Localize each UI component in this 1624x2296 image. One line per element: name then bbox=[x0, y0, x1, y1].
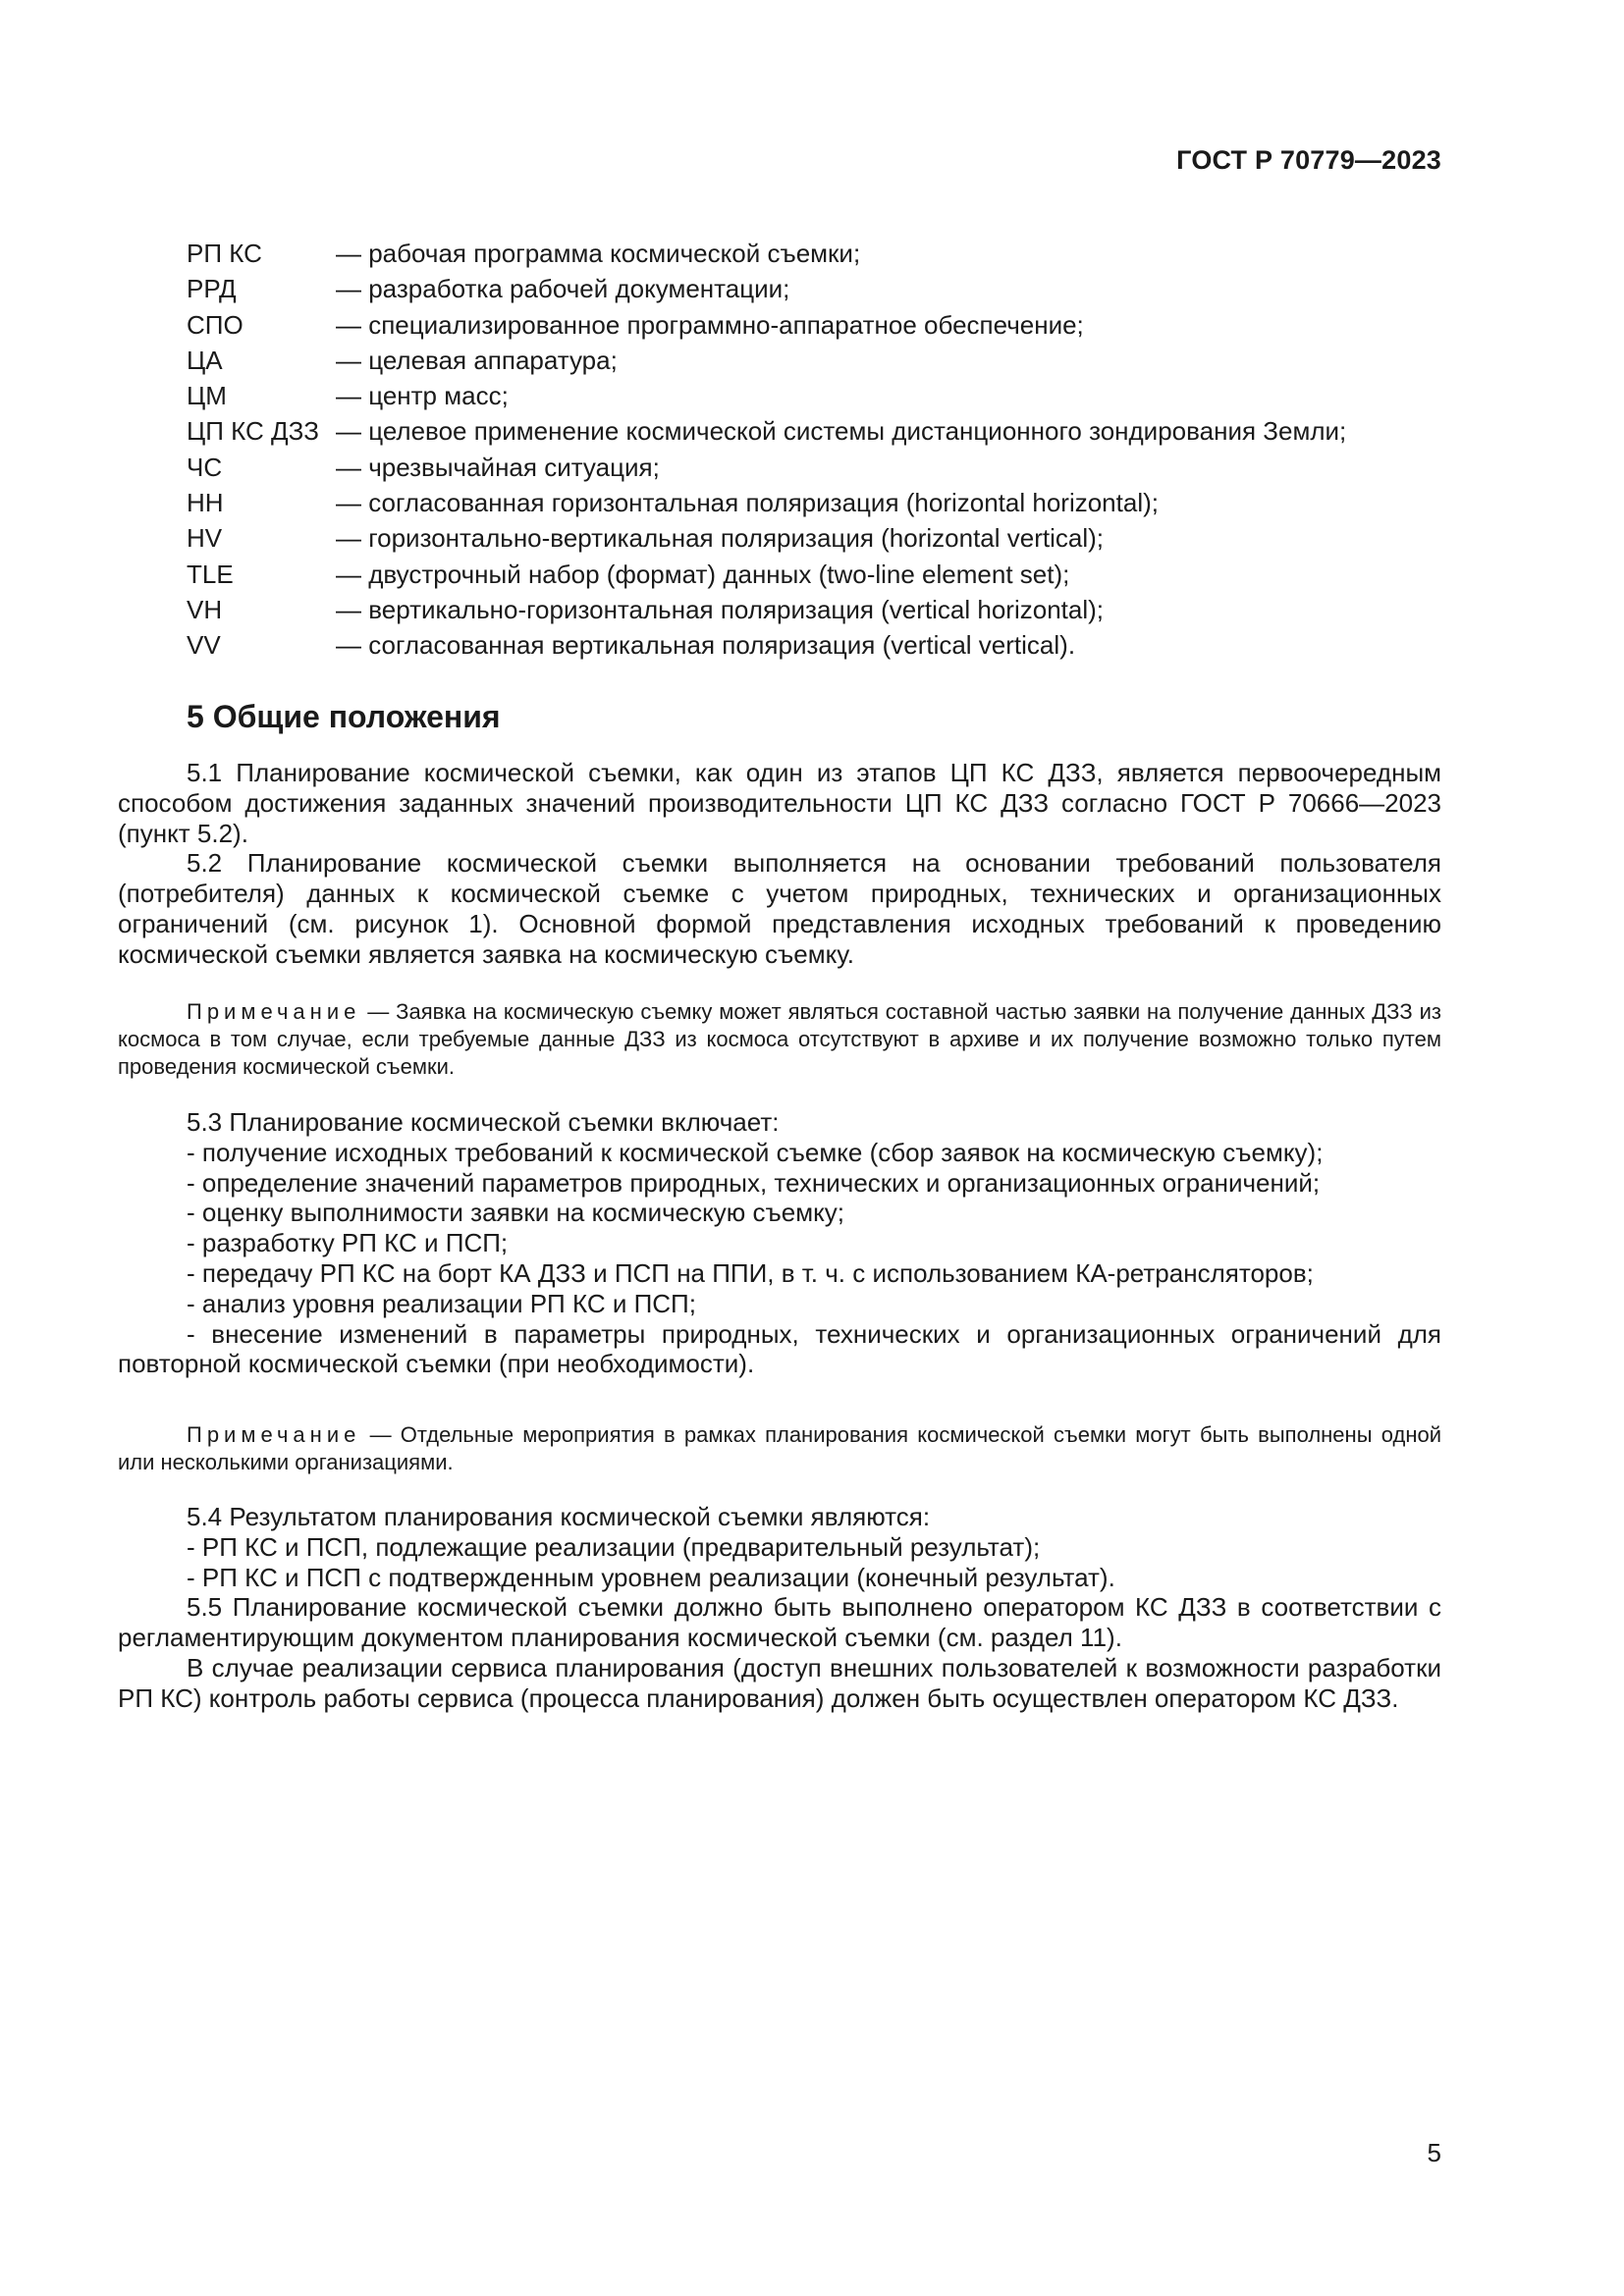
abbreviation-row bbox=[187, 520, 1453, 556]
list-item: - передачу РП КС на борт КА ДЗЗ и ПСП на ППИ, в т. ч. с использованием КА-ретрансляторов; bbox=[187, 1257, 1314, 1288]
abbreviation-term: ЦА bbox=[187, 345, 223, 375]
abbreviation-term: РП КС bbox=[187, 239, 262, 268]
abbreviation-term: HH bbox=[187, 488, 224, 518]
list-item: - оценку выполнимости заявки на космическую съемку; bbox=[187, 1198, 844, 1228]
abbreviation-row bbox=[187, 236, 1453, 271]
note-text: — Отдельные мероприятия в рамках планирования космической съемки могут быть выполнены одной или несколькими организациями. bbox=[118, 1422, 1441, 1474]
list-item: - анализ уровня реализации РП КС и ПСП; bbox=[187, 1288, 696, 1318]
abbreviation-row bbox=[187, 485, 1453, 520]
paragraph-5-5: 5.5 Планирование космической съемки должно быть выполнено оператором КС ДЗЗ в соответствии с регламентирующим документом планирования космической съемки (см. раздел 11). bbox=[118, 1592, 1441, 1653]
abbreviation-row bbox=[187, 378, 1453, 413]
abbreviation-term: TLE bbox=[187, 559, 234, 589]
note-text: — Заявка на космическую съемку может являться составной частью заявки на получение данных ДЗЗ из космоса в том случае, если требуемые данные ДЗЗ из космоса отсутствуют в архиве и их получение возможно только путем проведения космической съемки. bbox=[118, 999, 1441, 1079]
paragraph-5-4-block bbox=[118, 1502, 1441, 1714]
note-1 bbox=[118, 998, 1441, 1081]
abbreviation-term: VH bbox=[187, 594, 223, 624]
list-item: - получение исходных требований к космической съемке (сбор заявок на космическую съемку); bbox=[187, 1137, 1324, 1167]
abbreviation-definition: — целевая аппаратура; bbox=[336, 345, 618, 375]
paragraph-5-5-continued: В случае реализации сервиса планирования (доступ внешних пользователей к возможности разработки РП КС) контроль работы сервиса (процесса планирования) должен быть осуществлен оператором КС ДЗЗ. bbox=[118, 1652, 1441, 1713]
note-1-paragraph bbox=[118, 998, 1441, 1081]
list-item: - определение значений параметров природных, технических и организационных ограничений; bbox=[187, 1167, 1321, 1198]
abbreviation-term: ЦМ bbox=[187, 381, 227, 411]
paragraph-5-3-block bbox=[118, 1107, 1441, 1379]
abbreviation-definition: — согласованная горизонтальная поляризация (horizontal horizontal); bbox=[336, 488, 1159, 518]
list-item: - разработку РП КС и ПСП; bbox=[187, 1228, 509, 1258]
abbreviation-row bbox=[187, 557, 1453, 592]
paragraph-5-1-block bbox=[118, 758, 1441, 970]
paragraph-5-2: 5.2 Планирование космической съемки выполняется на основании требований пользователя (потребителя) данных к космической съемке с учетом природных, технических и организационных ограничений (см. рисунок 1). Основной формой представления исходных требований к проведению космической съемки является заявка на космическую съемку. bbox=[118, 848, 1441, 969]
abbreviation-term: VV bbox=[187, 630, 221, 661]
list-item: - РП КС и ПСП, подлежащие реализации (предварительный результат); bbox=[187, 1531, 1041, 1562]
abbreviation-list bbox=[187, 236, 1453, 664]
paragraph-5-3: 5.3 Планирование космической съемки включает: bbox=[187, 1107, 780, 1137]
note-2 bbox=[118, 1421, 1441, 1476]
note-label: Примечание bbox=[187, 1422, 361, 1447]
abbreviation-row bbox=[187, 627, 1453, 663]
note-2-paragraph bbox=[118, 1421, 1441, 1476]
abbreviation-row bbox=[187, 307, 1453, 343]
abbreviation-term: СПО bbox=[187, 309, 244, 340]
abbreviation-definition: — разработка рабочей документации; bbox=[336, 274, 790, 304]
page-number: 5 bbox=[1427, 2138, 1441, 2167]
abbreviation-definition: — специализированное программно-аппаратное обеспечение; bbox=[336, 309, 1084, 340]
paragraph-5-1: 5.1 Планирование космической съемки, как один из этапов ЦП КС ДЗЗ, является первоочередным способом достижения заданных значений производительности ЦП КС ДЗЗ согласно ГОСТ Р 70666—2023 (пункт 5.2). bbox=[118, 758, 1441, 848]
section-title: 5 Общие положения bbox=[187, 699, 501, 734]
abbreviation-term: ЧС bbox=[187, 452, 223, 482]
abbreviation-term: РРД bbox=[187, 274, 237, 304]
abbreviation-row bbox=[187, 592, 1453, 627]
list-item: - внесение изменений в параметры природных, технических и организационных ограничений для повторной космической съемки (при необходимости). bbox=[118, 1318, 1441, 1379]
abbreviation-term: ЦП КС ДЗЗ bbox=[187, 416, 320, 447]
list-item: - РП КС и ПСП с подтвержденным уровнем реализации (конечный результат). bbox=[187, 1562, 1115, 1592]
abbreviation-definition: — вертикально-горизонтальная поляризация (vertical horizontal); bbox=[336, 594, 1104, 624]
abbreviation-definition: — чрезвычайная ситуация; bbox=[336, 452, 660, 482]
abbreviation-definition: — горизонтально-вертикальная поляризация (horizontal vertical); bbox=[336, 523, 1104, 554]
abbreviation-definition: — рабочая программа космической съемки; bbox=[336, 239, 861, 268]
abbreviation-row bbox=[187, 343, 1453, 378]
abbreviation-row bbox=[187, 413, 1453, 449]
note-label: Примечание bbox=[187, 999, 361, 1024]
abbreviation-row bbox=[187, 450, 1453, 485]
abbreviation-definition: — центр масс; bbox=[336, 381, 509, 411]
paragraph-5-4: 5.4 Результатом планирования космической съемки являются: bbox=[187, 1502, 931, 1531]
abbreviation-row bbox=[187, 271, 1453, 306]
abbreviation-definition: — двустрочный набор (формат) данных (two-line element set); bbox=[336, 559, 1070, 589]
document-code: ГОСТ Р 70779—2023 bbox=[1176, 145, 1441, 175]
abbreviation-term: HV bbox=[187, 523, 223, 554]
abbreviation-definition: — согласованная вертикальная поляризация (vertical vertical). bbox=[336, 630, 1076, 661]
abbreviation-definition: — целевое применение космической системы дистанционного зондирования Земли; bbox=[336, 416, 1347, 447]
